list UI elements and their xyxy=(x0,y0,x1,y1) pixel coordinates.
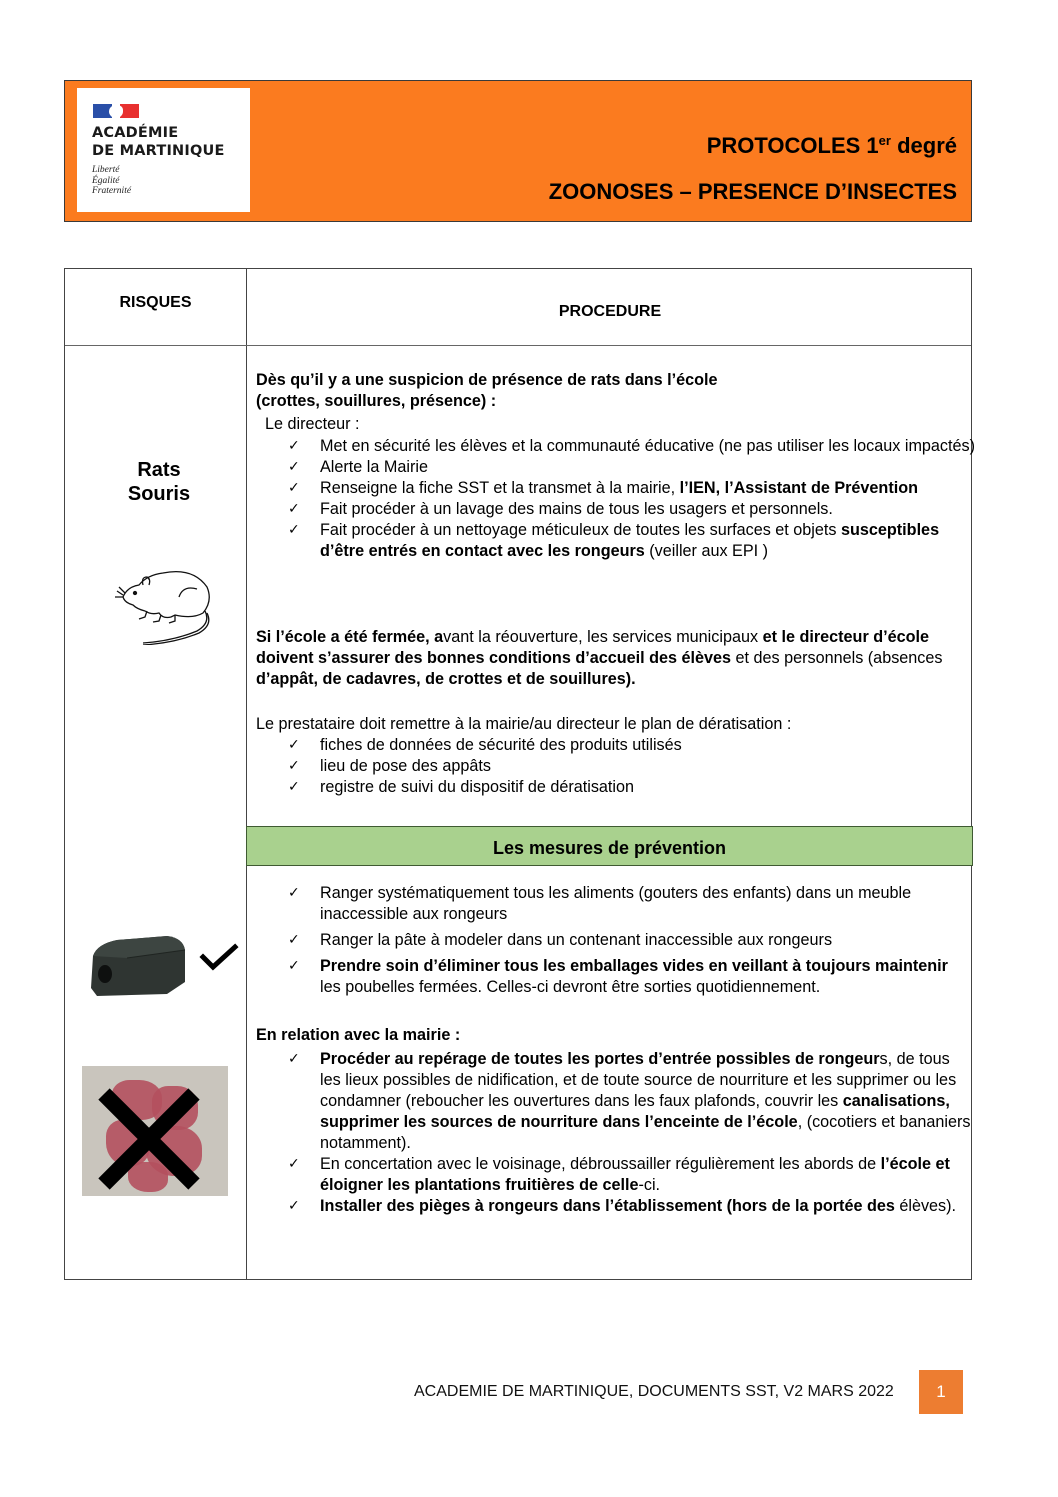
forbidden-loose-bait-image xyxy=(82,1066,228,1196)
list-item: ✓ lieu de pose des appâts xyxy=(288,757,491,775)
list-item: ✓ registre de suivi du dispositif de dératisation xyxy=(288,778,635,796)
check-icon: ✓ xyxy=(288,737,300,753)
check-icon: ✓ xyxy=(288,522,300,538)
document-header xyxy=(64,80,972,222)
provider-docs-list xyxy=(288,735,980,798)
cross-icon xyxy=(82,1066,228,1196)
check-icon: ✓ xyxy=(288,480,300,496)
check-icon: ✓ xyxy=(288,958,300,974)
prevention-list xyxy=(288,883,972,998)
logo-name: ACADÉMIE DE MARTINIQUE xyxy=(92,125,225,159)
list-item: ✓ En concertation avec le voisinage, débroussailler régulièrement les abords de l’école et éloigner les plantations fruitières de celle-ci. xyxy=(288,1155,950,1194)
check-icon: ✓ xyxy=(288,758,300,774)
rat-icon xyxy=(113,557,215,645)
reopening-paragraph: Si l’école a été fermée, avant la réouverture, les services municipaux et le directeur d’école doivent s’assurer des bonnes conditions d’accueil des élèves et des personnels (absences d’appât, de cadavres, de crottes et de souillures). xyxy=(256,628,943,688)
list-item: ✓ fiches de données de sécurité des produits utilisés xyxy=(288,736,682,754)
list-item: ✓ Alerte la Mairie xyxy=(288,458,428,476)
marianne-flag-icon xyxy=(93,104,139,118)
risk-label: Rats Souris xyxy=(127,459,191,505)
check-icon: ✓ xyxy=(288,438,300,454)
column-divider xyxy=(246,269,247,1279)
page-number: 1 xyxy=(919,1370,963,1414)
list-item: ✓ Ranger la pâte à modeler dans un contenant inaccessible aux rongeurs xyxy=(288,931,833,949)
list-item: ✓ Procéder au repérage de toutes les portes d’entrée possibles de rongeurs, de tous les lieux possibles de nidification, et de toute source de nourriture et les supprimer ou les condamner (reboucher les ouvertures dans les faux plafonds, couvrir les canalisations, supprimer les sources de nourriture dans l’enceinte de l’école, (cocotiers et bananiers notamment). xyxy=(288,1050,971,1152)
director-label: Le directeur : xyxy=(265,415,360,433)
check-icon: ✓ xyxy=(288,1198,300,1214)
bait-station-icon xyxy=(87,932,187,1002)
column-header-procedure: PROCEDURE xyxy=(558,303,662,320)
check-icon: ✓ xyxy=(288,885,300,901)
footer-text: ACADEMIE DE MARTINIQUE, DOCUMENTS SST, V2 MARS 2022 xyxy=(414,1383,894,1400)
mairie-section-title: En relation avec la mairie : xyxy=(256,1026,461,1044)
check-icon: ✓ xyxy=(288,1051,300,1067)
list-item: ✓ Installer des pièges à rongeurs dans l’établissement (hors de la portée des élèves). xyxy=(288,1197,957,1215)
check-icon: ✓ xyxy=(288,932,300,948)
list-item: ✓ Ranger systématiquement tous les aliments (gouters des enfants) dans un meuble inaccessible aux rongeurs xyxy=(288,884,912,923)
provider-intro: Le prestataire doit remettre à la mairie/au directeur le plan de dératisation : xyxy=(256,715,792,733)
list-item: ✓ Renseigne la fiche SST et la transmet à la mairie, l’IEN, l’Assistant de Prévention xyxy=(288,479,918,497)
academy-logo xyxy=(77,88,250,212)
check-icon: ✓ xyxy=(288,501,300,517)
check-icon: ✓ xyxy=(288,1156,300,1172)
prevention-section-header: Les mesures de prévention xyxy=(246,826,973,866)
mairie-actions-list xyxy=(288,1049,972,1217)
check-icon: ✓ xyxy=(288,779,300,795)
column-header-risques: RISQUES xyxy=(119,294,192,311)
suspicion-intro: Dès qu’il y a une suspicion de présence de rats dans l’école (crottes, souillures, présence) : xyxy=(256,371,718,410)
list-item: ✓ Prendre soin d’éliminer tous les emballages vides en veillant à toujours maintenir les poubelles fermées. Celles-ci devront être sorties quotidiennement. xyxy=(288,957,948,996)
list-item: ✓ Met en sécurité les élèves et la communauté éducative (ne pas utiliser les locaux impactés) xyxy=(288,437,976,455)
approved-check-icon xyxy=(199,941,239,973)
check-icon: ✓ xyxy=(288,459,300,475)
header-row-divider xyxy=(65,345,971,346)
document-subtitle: ZOONOSES – PRESENCE D’INSECTES xyxy=(548,179,957,204)
director-actions-list xyxy=(288,436,980,562)
document-title: PROTOCOLES 1er degré xyxy=(706,133,957,158)
list-item: ✓ Fait procéder à un nettoyage méticuleux de toutes les surfaces et objets susceptibles d’être entrés en contact avec les rongeurs (veiller aux EPI ) xyxy=(288,521,940,560)
list-item: ✓ Fait procéder à un lavage des mains de tous les usagers et personnels. xyxy=(288,500,833,518)
logo-motto: Liberté Égalité Fraternité xyxy=(92,165,132,196)
